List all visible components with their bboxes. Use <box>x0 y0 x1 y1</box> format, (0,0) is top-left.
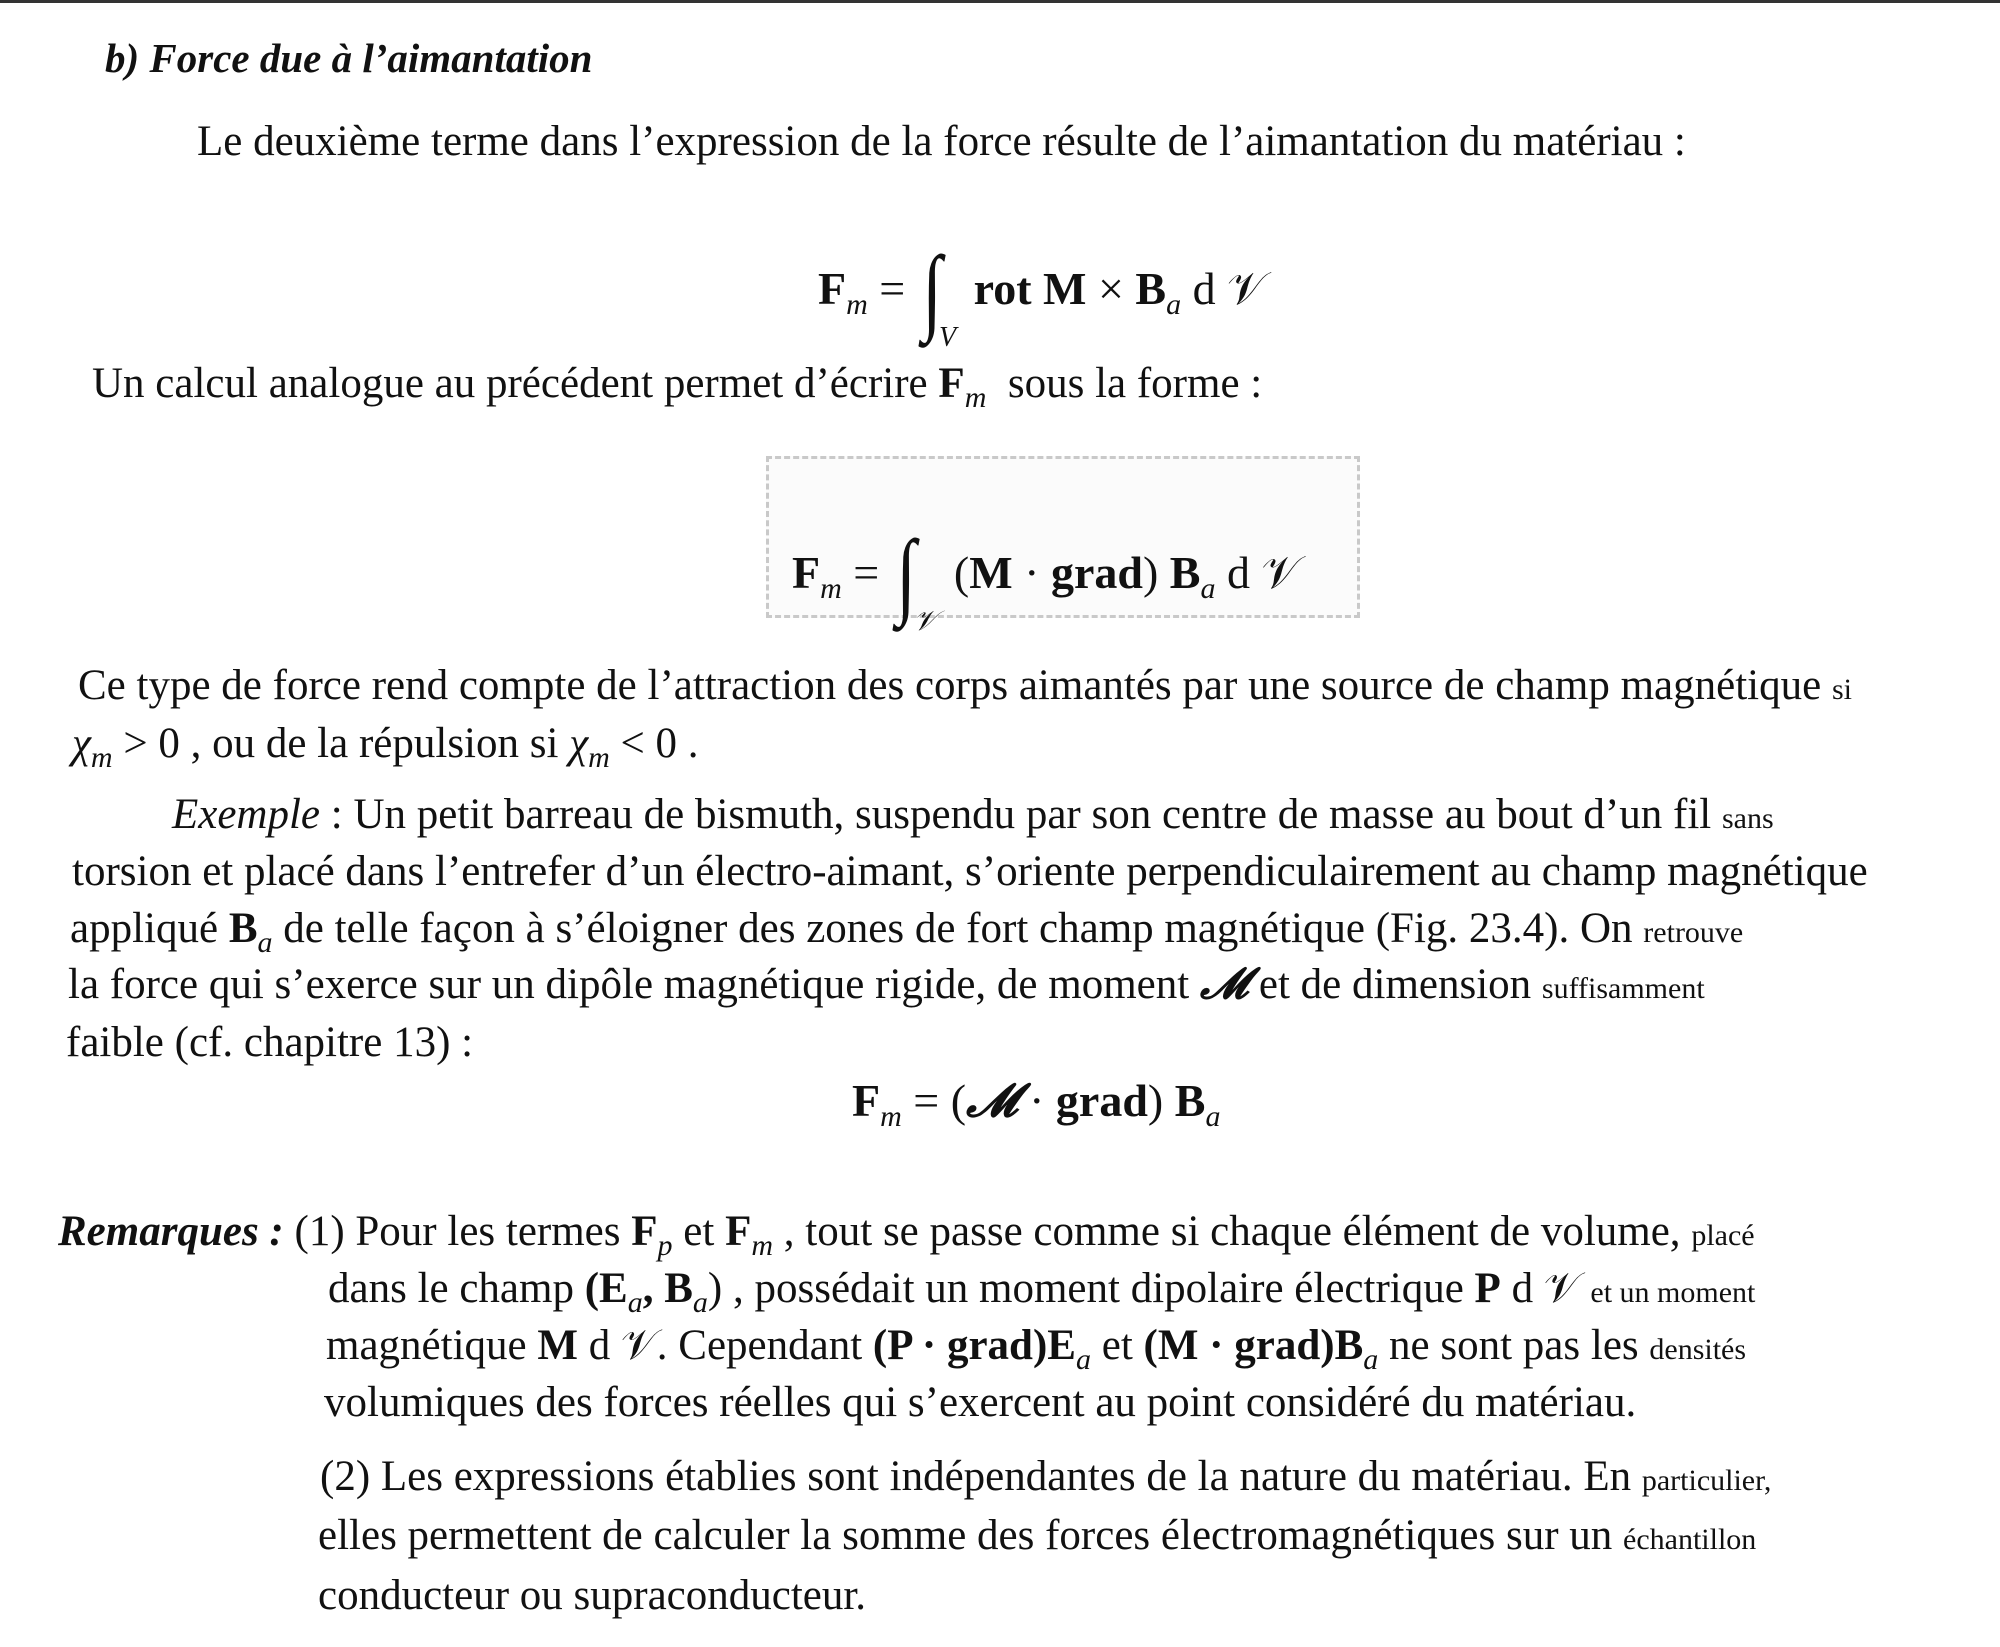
eq2-b: B <box>1169 547 1201 598</box>
remarks-fp-sub: p <box>657 1229 673 1262</box>
remarks-mb: (M · grad)B <box>1143 1322 1364 1369</box>
example-b: B <box>228 905 258 952</box>
eq3-lhs: F <box>852 1075 881 1126</box>
eq3-lhs-sub: m <box>880 1100 902 1133</box>
example-line4 <box>68 963 1705 1006</box>
remarks-dv-2: d 𝒱 <box>588 1322 657 1369</box>
remarks-fm-sub: m <box>751 1229 774 1262</box>
analog-text-after: sous la forme : <box>1007 360 1263 407</box>
eq2-grad: grad <box>1050 547 1143 598</box>
example-line4-b: et de dimension <box>1258 961 1532 1008</box>
remarks-2-line1 <box>320 1455 1771 1498</box>
eq1-lhs: F <box>818 263 847 314</box>
analog-text: Un calcul analogue au précédent permet d’écrire <box>92 360 928 407</box>
remarks-m: M <box>537 1322 578 1369</box>
remarks-line4: volumiques des forces réelles qui s’exercent au point considéré du matériau. <box>324 1379 1637 1426</box>
eq2-dot: · <box>1024 547 1040 598</box>
remarks-fp: F <box>631 1208 658 1255</box>
eq3-close: ) <box>1147 1075 1164 1126</box>
eq1-times: × <box>1097 263 1124 314</box>
integral-sign: ∫ <box>896 520 916 627</box>
remarks-r1-l3-tail: densités <box>1649 1333 1747 1366</box>
eq1-equals: = <box>879 263 906 314</box>
remarks-r2-l1: (2) Les expressions établies sont indépendantes de la nature du matériau. En <box>320 1453 1632 1500</box>
remarks-et: et <box>683 1208 715 1255</box>
eq3-moment: 𝓜 <box>966 1075 1018 1126</box>
remarks-b-sub: a <box>692 1286 708 1319</box>
remarks-r1-l2-tail: et un moment <box>1590 1276 1756 1309</box>
remarks-p: P <box>1474 1265 1501 1312</box>
chi-sub: m <box>90 741 113 774</box>
integral-sign: ∫ <box>922 236 942 343</box>
eq2-open: ( <box>953 547 970 598</box>
example-line4-tail: suffisamment <box>1541 972 1705 1005</box>
type-paragraph-line1 <box>78 664 1852 707</box>
remarks-r1-l3-b: . Cependant <box>656 1322 863 1369</box>
remarks-r1-a: (1) Pour les termes <box>294 1208 621 1255</box>
example-line3 <box>70 907 1743 958</box>
type-line1-tail: si <box>1831 673 1852 706</box>
type-line2-text: > 0 , ou de la répulsion si <box>123 720 559 767</box>
example-b-sub: a <box>257 926 273 959</box>
eq1-lhs-sub: m <box>846 288 868 321</box>
example-line2: torsion et placé dans l’entrefer d’un électro-aimant, s’oriente perpendiculairement au champ magnétique <box>72 848 1868 895</box>
remarks-label: Remarques : <box>58 1208 284 1255</box>
eq2-m: M <box>969 547 1013 598</box>
chi-symbol: χ <box>72 720 91 767</box>
equation-m-grad <box>792 508 1300 636</box>
intro-paragraph: Le deuxième terme dans l’expression de la force résulte de l’aimantation du matériau : <box>197 118 1686 165</box>
equation-rot-m <box>818 224 1265 352</box>
example-line4-a: la force qui s’exerce sur un dipôle magnétique rigide, de moment <box>68 961 1190 1008</box>
eq1-b-sub: a <box>1166 288 1182 321</box>
eq2-b-sub: a <box>1200 572 1216 605</box>
example-line5: faible (cf. chapitre 13) : <box>66 1019 474 1066</box>
type-paragraph-line2 <box>72 722 699 773</box>
remarks-r2-l2-tail: échantillon <box>1623 1523 1757 1556</box>
remarks-r2-l2: elles permettent de calculer la somme des forces électromagnétiques sur un <box>318 1512 1613 1559</box>
remarks-e-sub: a <box>627 1286 643 1319</box>
remarks-line1 <box>58 1210 1755 1261</box>
eq3-grad: grad <box>1055 1075 1148 1126</box>
eq1-b: B <box>1135 263 1167 314</box>
remarks-r1-l2-a: dans le champ <box>328 1265 574 1312</box>
example-line3-tail: retrouve <box>1643 916 1744 949</box>
eq1-rot-m: rot M <box>973 263 1087 314</box>
example-line1 <box>172 793 1774 836</box>
remarks-dv: d 𝒱 <box>1511 1265 1580 1312</box>
chi-sub-2: m <box>588 741 610 774</box>
remarks-2-line2 <box>318 1514 1756 1557</box>
eq2-equals: = <box>853 547 880 598</box>
moment-symbol: 𝓜 <box>1199 961 1249 1008</box>
remarks-r1-l3-a: magnétique <box>326 1322 527 1369</box>
example-label: Exemple <box>172 791 321 838</box>
remarks-r1-tail: placé <box>1691 1219 1755 1252</box>
remarks-line2 <box>328 1267 1755 1318</box>
top-border <box>0 0 2000 3</box>
eq3-open: ( <box>950 1075 967 1126</box>
eq1-dv: d 𝒱 <box>1192 263 1266 314</box>
remarks-et-2: et <box>1101 1322 1133 1369</box>
example-line1-tail: sans <box>1721 802 1774 835</box>
example-line3-a: appliqué <box>70 905 219 952</box>
remarks-field-b: , B <box>642 1265 693 1312</box>
example-line3-b: de telle façon à s’éloigner des zones de fort champ magnétique (Fig. 23.4). On <box>283 905 1633 952</box>
eq3-dot: · <box>1029 1075 1045 1126</box>
eq2-int-sub: 𝒱 <box>913 606 937 637</box>
remarks-r1-l2-b: , possédait un moment dipolaire électrique <box>733 1265 1464 1312</box>
eq2-lhs-sub: m <box>820 572 842 605</box>
eq2-close: ) <box>1142 547 1159 598</box>
analog-f-sub: m <box>964 381 987 414</box>
remarks-line3 <box>326 1324 1746 1375</box>
eq3-b: B <box>1174 1075 1206 1126</box>
remarks-fm: F <box>725 1208 752 1255</box>
equation-dipole-force <box>852 1075 1221 1133</box>
eq3-b-sub: a <box>1205 1100 1221 1133</box>
type-line1-text: Ce type de force rend compte de l’attraction des corps aimantés par une source de champ magnétique <box>78 662 1822 709</box>
type-line2-end: < 0 . <box>620 720 699 767</box>
remarks-close: ) <box>707 1265 723 1312</box>
eq3-equals: = <box>913 1075 940 1126</box>
section-heading: b) Force due à l’aimantation <box>105 35 593 81</box>
remarks-mb-sub: a <box>1363 1343 1379 1376</box>
remarks-pe-sub: a <box>1075 1343 1091 1376</box>
eq1-int-sub: V <box>939 322 957 353</box>
remarks-r1-l3-c: ne sont pas les <box>1389 1322 1639 1369</box>
eq2-dv: d 𝒱 <box>1226 547 1300 598</box>
remarks-field-e: (E <box>584 1265 628 1312</box>
eq2-lhs: F <box>792 547 821 598</box>
analog-f: F <box>938 360 965 407</box>
chi-symbol-2: χ <box>569 720 589 767</box>
analog-sentence <box>92 362 1262 413</box>
remarks-r2-l1-tail: particulier, <box>1641 1464 1772 1497</box>
remarks-2-line3: conducteur ou supraconducteur. <box>318 1572 867 1619</box>
remarks-pe: (P · grad)E <box>872 1322 1076 1369</box>
remarks-r1-b: , tout se passe comme si chaque élément de volume, <box>783 1208 1681 1255</box>
example-line1-text: : Un petit barreau de bismuth, suspendu par son centre de masse au bout d’un fil <box>330 791 1712 838</box>
